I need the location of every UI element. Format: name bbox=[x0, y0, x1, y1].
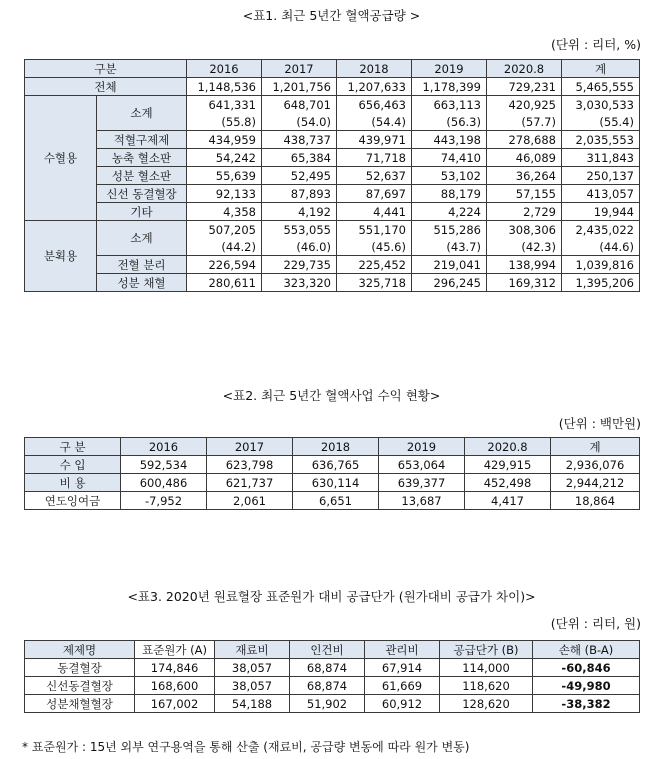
table-cell: 656,463 bbox=[337, 96, 412, 114]
table-cell: 2,944,212 bbox=[551, 474, 640, 492]
table-cell: 600,486 bbox=[121, 474, 207, 492]
row-label: 성분 채혈 bbox=[97, 274, 187, 292]
table3-title: <표3. 2020년 원료혈장 표준원가 대비 공급단가 (원가대비 공급가 차이)> bbox=[127, 589, 536, 604]
table-row bbox=[25, 185, 640, 203]
header-cell: 2016 bbox=[121, 438, 207, 456]
table-cell: 52,637 bbox=[337, 167, 412, 185]
table-cell: 429,915 bbox=[465, 456, 551, 474]
table-cell: 57,155 bbox=[487, 185, 562, 203]
table-cell: -49,980 bbox=[533, 677, 640, 695]
table-cell: 325,718 bbox=[337, 274, 412, 292]
table-cell: 4,358 bbox=[187, 203, 262, 221]
table-cell: 71,718 bbox=[337, 149, 412, 167]
table-cell: 87,697 bbox=[337, 185, 412, 203]
table-cell: 19,944 bbox=[562, 203, 640, 221]
table-row bbox=[25, 456, 640, 474]
percent-cell: (56.3) bbox=[412, 113, 487, 131]
table-cell: 229,735 bbox=[262, 256, 337, 274]
table-cell: 226,594 bbox=[187, 256, 262, 274]
table-cell: 4,441 bbox=[337, 203, 412, 221]
table-row bbox=[25, 695, 640, 713]
table-cell: 68,874 bbox=[290, 659, 365, 677]
percent-cell: (44.6) bbox=[562, 238, 640, 256]
table-cell: 87,893 bbox=[262, 185, 337, 203]
table-cell: 167,002 bbox=[135, 695, 215, 713]
table-cell: 118,620 bbox=[440, 677, 533, 695]
header-cell: 2018 bbox=[293, 438, 379, 456]
table-cell: 592,534 bbox=[121, 456, 207, 474]
table2-unit: (단위 : 백만원) bbox=[558, 416, 641, 431]
table-cell: 18,864 bbox=[551, 492, 640, 510]
percent-cell: (54.0) bbox=[262, 113, 337, 131]
table-cell: 168,600 bbox=[135, 677, 215, 695]
table-cell: 621,737 bbox=[207, 474, 293, 492]
table-cell: 174,846 bbox=[135, 659, 215, 677]
header-cell: 제제명 bbox=[25, 641, 135, 659]
table-cell: 2,729 bbox=[487, 203, 562, 221]
table-cell: 74,410 bbox=[412, 149, 487, 167]
table-cell: 225,452 bbox=[337, 256, 412, 274]
table-cell: 5,465,555 bbox=[562, 78, 640, 96]
table-cell: 38,057 bbox=[215, 677, 290, 695]
table-cell: 663,113 bbox=[412, 96, 487, 114]
header-cell: 계 bbox=[562, 60, 640, 78]
table-cell: 280,611 bbox=[187, 274, 262, 292]
table-cell: 65,384 bbox=[262, 149, 337, 167]
table-cell: 88,179 bbox=[412, 185, 487, 203]
table-cell: 278,688 bbox=[487, 131, 562, 149]
header-cell: 2019 bbox=[412, 60, 487, 78]
table-cell: 413,057 bbox=[562, 185, 640, 203]
table-cell: -38,382 bbox=[533, 695, 640, 713]
header-cell: 2018 bbox=[337, 60, 412, 78]
table-cell: 2,435,022 bbox=[562, 221, 640, 239]
table3 bbox=[24, 640, 640, 713]
row-label: 성분 혈소판 bbox=[97, 167, 187, 185]
table-cell: 551,170 bbox=[337, 221, 412, 239]
table-cell: 55,639 bbox=[187, 167, 262, 185]
table-row bbox=[25, 274, 640, 292]
table-cell: 438,737 bbox=[262, 131, 337, 149]
table-cell: 630,114 bbox=[293, 474, 379, 492]
table2 bbox=[24, 437, 640, 510]
table-cell: 54,188 bbox=[215, 695, 290, 713]
table-row bbox=[25, 131, 640, 149]
table-cell: 553,055 bbox=[262, 221, 337, 239]
header-cell: 공급단가 (B) bbox=[440, 641, 533, 659]
table-row bbox=[25, 474, 640, 492]
table-row bbox=[25, 659, 640, 677]
percent-cell: (55.8) bbox=[187, 113, 262, 131]
header-cell: 재료비 bbox=[215, 641, 290, 659]
row-label: 신선동결혈장 bbox=[25, 677, 135, 695]
table-cell: 452,498 bbox=[465, 474, 551, 492]
header-cell: 손해 (B-A) bbox=[533, 641, 640, 659]
table-cell: 46,089 bbox=[487, 149, 562, 167]
table-cell: 3,030,533 bbox=[562, 96, 640, 114]
table-cell: 219,041 bbox=[412, 256, 487, 274]
table-cell: 169,312 bbox=[487, 274, 562, 292]
table-cell: 623,798 bbox=[207, 456, 293, 474]
header-cell: 구 분 bbox=[25, 438, 121, 456]
percent-cell: (42.3) bbox=[487, 238, 562, 256]
table-cell: 1,148,536 bbox=[187, 78, 262, 96]
row-label: 동결혈장 bbox=[25, 659, 135, 677]
group-label: 수혈용 bbox=[25, 96, 97, 221]
table-cell: 653,064 bbox=[379, 456, 465, 474]
table-cell: -7,952 bbox=[121, 492, 207, 510]
table-cell: 4,224 bbox=[412, 203, 487, 221]
row-label: 소계 bbox=[97, 221, 187, 256]
header-cell: 2017 bbox=[262, 60, 337, 78]
table-cell: -60,846 bbox=[533, 659, 640, 677]
percent-cell: (55.4) bbox=[562, 113, 640, 131]
table-cell: 6,651 bbox=[293, 492, 379, 510]
table2-header-row bbox=[25, 438, 640, 456]
table-cell: 311,843 bbox=[562, 149, 640, 167]
percent-cell: (54.4) bbox=[337, 113, 412, 131]
footnote: * 표준원가 : 15년 외부 연구용역을 통해 산출 (재료비, 공급량 변동에 따라 원가 변동) bbox=[22, 740, 470, 754]
table-cell: 128,620 bbox=[440, 695, 533, 713]
table-cell: 729,231 bbox=[487, 78, 562, 96]
table-row bbox=[25, 96, 640, 114]
table-cell: 639,377 bbox=[379, 474, 465, 492]
table-cell: 54,242 bbox=[187, 149, 262, 167]
table-cell: 420,925 bbox=[487, 96, 562, 114]
table-cell: 38,057 bbox=[215, 659, 290, 677]
table-cell: 53,102 bbox=[412, 167, 487, 185]
row-label: 연도잉여금 bbox=[25, 492, 121, 510]
header-cell: 표준원가 (A) bbox=[135, 641, 215, 659]
header-cell: 2020.8 bbox=[487, 60, 562, 78]
header-cell: 관리비 bbox=[365, 641, 440, 659]
table-row bbox=[25, 492, 640, 510]
table-row bbox=[25, 203, 640, 221]
table2-title: <표2. 최근 5년간 혈액사업 수익 현황> bbox=[222, 388, 441, 403]
header-cell: 계 bbox=[551, 438, 640, 456]
row-label: 전체 bbox=[25, 78, 187, 96]
header-cell: 2017 bbox=[207, 438, 293, 456]
table-cell: 4,192 bbox=[262, 203, 337, 221]
header-cell: 2020.8 bbox=[465, 438, 551, 456]
table-row bbox=[25, 149, 640, 167]
table-cell: 4,417 bbox=[465, 492, 551, 510]
table-cell: 51,902 bbox=[290, 695, 365, 713]
table-cell: 296,245 bbox=[412, 274, 487, 292]
row-label: 소계 bbox=[97, 96, 187, 131]
table-cell: 641,331 bbox=[187, 96, 262, 114]
table-cell: 1,039,816 bbox=[562, 256, 640, 274]
table-row bbox=[25, 256, 640, 274]
table-cell: 515,286 bbox=[412, 221, 487, 239]
table-cell: 636,765 bbox=[293, 456, 379, 474]
table-cell: 60,912 bbox=[365, 695, 440, 713]
row-label: 신선 동결혈장 bbox=[97, 185, 187, 203]
table-cell: 138,994 bbox=[487, 256, 562, 274]
table-row bbox=[25, 78, 640, 96]
table-cell: 2,035,553 bbox=[562, 131, 640, 149]
table-cell: 1,207,633 bbox=[337, 78, 412, 96]
table-row bbox=[25, 167, 640, 185]
header-cell: 2019 bbox=[379, 438, 465, 456]
table-cell: 250,137 bbox=[562, 167, 640, 185]
percent-cell: (44.2) bbox=[187, 238, 262, 256]
table-cell: 1,178,399 bbox=[412, 78, 487, 96]
row-label: 성분채혈혈장 bbox=[25, 695, 135, 713]
row-label: 비 용 bbox=[25, 474, 121, 492]
table-cell: 67,914 bbox=[365, 659, 440, 677]
table-cell: 52,495 bbox=[262, 167, 337, 185]
percent-cell: (45.6) bbox=[337, 238, 412, 256]
group-label: 분획용 bbox=[25, 221, 97, 292]
table-cell: 308,306 bbox=[487, 221, 562, 239]
percent-cell: (57.7) bbox=[487, 113, 562, 131]
table-cell: 92,133 bbox=[187, 185, 262, 203]
table-cell: 507,205 bbox=[187, 221, 262, 239]
header-cell: 인건비 bbox=[290, 641, 365, 659]
percent-cell: (46.0) bbox=[262, 238, 337, 256]
table-cell: 2,936,076 bbox=[551, 456, 640, 474]
header-cell: 구분 bbox=[25, 60, 187, 78]
row-label: 전혈 분리 bbox=[97, 256, 187, 274]
table1-header-row bbox=[25, 60, 640, 78]
table-cell: 36,264 bbox=[487, 167, 562, 185]
table-cell: 443,198 bbox=[412, 131, 487, 149]
table-cell: 13,687 bbox=[379, 492, 465, 510]
table3-unit: (단위 : 리터, 원) bbox=[550, 616, 641, 631]
table-cell: 648,701 bbox=[262, 96, 337, 114]
row-label: 적혈구제제 bbox=[97, 131, 187, 149]
row-label: 수 입 bbox=[25, 456, 121, 474]
table-cell: 439,971 bbox=[337, 131, 412, 149]
row-label: 기타 bbox=[97, 203, 187, 221]
row-label: 농축 혈소판 bbox=[97, 149, 187, 167]
table1 bbox=[24, 59, 640, 292]
table-row bbox=[25, 677, 640, 695]
header-cell: 2016 bbox=[187, 60, 262, 78]
table-cell: 323,320 bbox=[262, 274, 337, 292]
table-cell: 2,061 bbox=[207, 492, 293, 510]
table-cell: 61,669 bbox=[365, 677, 440, 695]
table-cell: 1,201,756 bbox=[262, 78, 337, 96]
table-cell: 68,874 bbox=[290, 677, 365, 695]
table-cell: 434,959 bbox=[187, 131, 262, 149]
table-cell: 114,000 bbox=[440, 659, 533, 677]
table1-unit: (단위 : 리터, %) bbox=[550, 37, 641, 52]
table1-title: <표1. 최근 5년간 혈액공급량 > bbox=[242, 8, 421, 23]
table-row bbox=[25, 221, 640, 239]
percent-cell: (43.7) bbox=[412, 238, 487, 256]
table-cell: 1,395,206 bbox=[562, 274, 640, 292]
